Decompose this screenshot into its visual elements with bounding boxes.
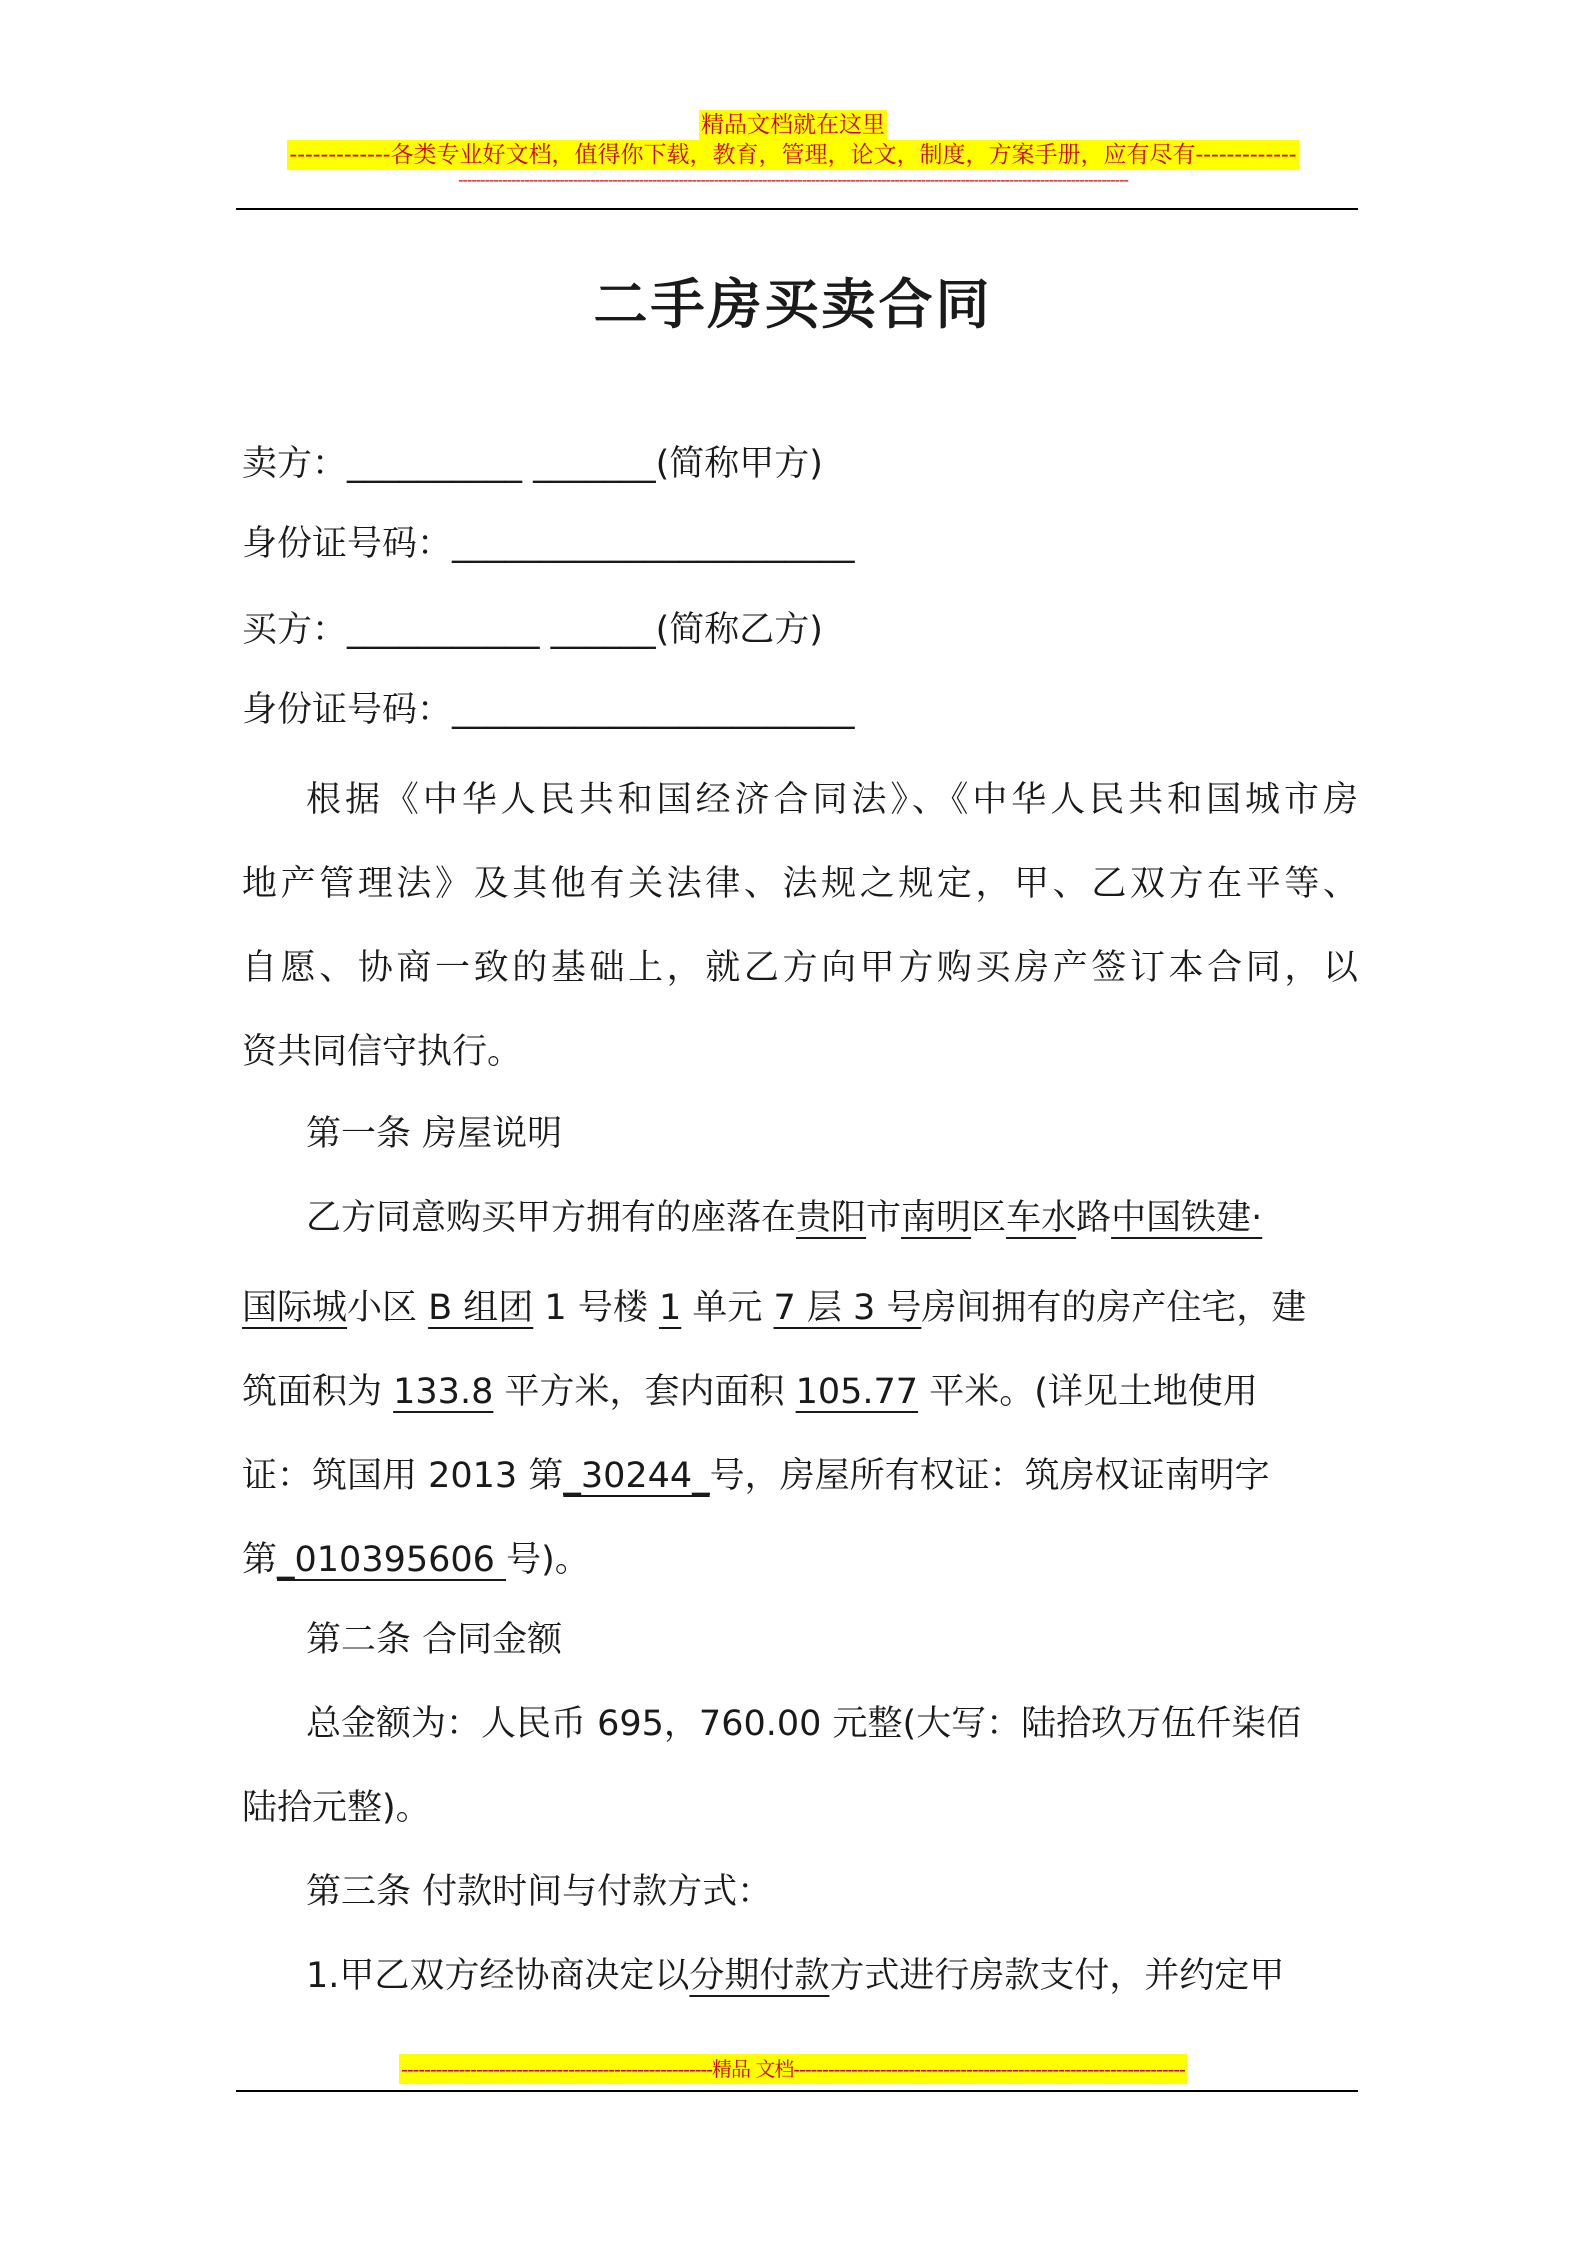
- article-3-line-1: 1.甲乙双方经协商决定以分期付款方式进行房款支付，并约定甲: [306, 1956, 1285, 1996]
- contract-title: 二手房买卖合同: [593, 273, 993, 336]
- page-footer: [0, 2054, 1586, 2084]
- header-rule: [236, 208, 1358, 210]
- intro-line-1: 根据《中华人民共和国经济合同法》、《中华人民共和国城市房: [306, 780, 1358, 820]
- article-1-title: 第一条 房屋说明: [306, 1114, 563, 1154]
- footer-rule: [236, 2090, 1358, 2092]
- article-3-title: 第三条 付款时间与付款方式：: [306, 1872, 773, 1912]
- article-2-line-2: 陆拾元整)。: [242, 1788, 431, 1828]
- intro-line-4: 资共同信守执行。: [242, 1032, 523, 1072]
- article-1-line-2: 国际城小区 B 组团 1 号楼 1 单元 7 层 3 号房间拥有的房产住宅，建: [242, 1288, 1307, 1328]
- article-1-line-3: 筑面积为 133.8 平方米，套内面积 105.77 平米。(详见土地使用: [242, 1372, 1258, 1412]
- article-2-line-1: 总金额为：人民币 695，760.00 元整(大写：陆拾玖万伍仟柒佰: [306, 1704, 1302, 1744]
- intro-line-3: 自愿、协商一致的基础上，就乙方向甲方购买房产签订本合同，以: [242, 948, 1358, 988]
- article-1-line-5: 第_010395606 号)。: [242, 1540, 590, 1580]
- article-2-title: 第二条 合同金额: [306, 1620, 563, 1660]
- article-1-line-1: 乙方同意购买甲方拥有的座落在贵阳市南明区车水路中国铁建·: [306, 1198, 1263, 1238]
- header-dash-line: --------------------------------------------------------------------------------------------------------------------------------------------------------: [458, 170, 1128, 189]
- header-title: 精品文档就在这里: [701, 112, 885, 138]
- buyer-line: 买方：___________ ______(简称乙方): [242, 610, 823, 650]
- buyer-id-line: 身份证号码：_______________________: [242, 690, 855, 730]
- intro-line-2: 地产管理法》及其他有关法律、法规之规定，甲、乙双方在平等、: [242, 864, 1358, 904]
- seller-line: 卖方：__________ _______(简称甲方): [242, 444, 823, 484]
- article-1-line-4: 证：筑国用 2013 第_30244_号，房屋所有权证：筑房权证南明字: [242, 1456, 1270, 1496]
- seller-id-line: 身份证号码：_______________________: [242, 524, 855, 564]
- header-slogan: -------------各类专业好文档，值得你下载，教育，管理，论文，制度，方案手册，应有尽有-------------: [289, 142, 1297, 168]
- footer-text: ------------------------------------------------------精品 文档--------------------------------------------------------------------: [399, 2054, 1187, 2084]
- page-header: [0, 110, 1586, 190]
